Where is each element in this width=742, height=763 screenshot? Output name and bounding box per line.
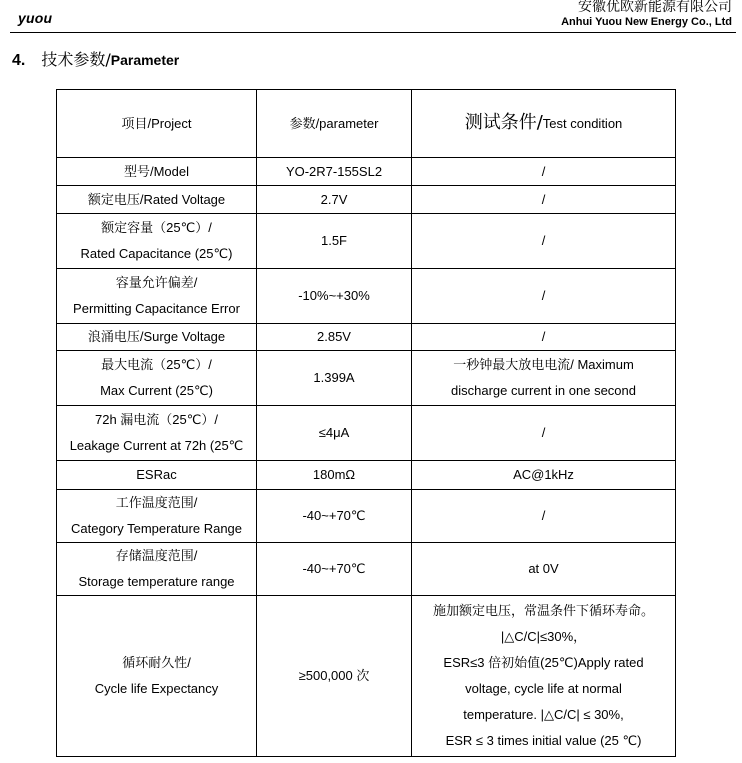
cell-project-line: 72h 漏电流（25℃）/ bbox=[95, 412, 218, 427]
cell-project-line: 循环耐久性/ bbox=[122, 655, 191, 670]
cell-condition-line: 一秒钟最大放电电流/ Maximum bbox=[453, 357, 634, 372]
cell-condition bbox=[412, 490, 676, 543]
cell-value: 2.7V bbox=[257, 186, 412, 214]
cell-project-line: Storage temperature range bbox=[78, 574, 235, 589]
cell-value: ≥500,000 次 bbox=[257, 596, 412, 757]
cell-condition bbox=[412, 158, 676, 186]
cell-project bbox=[57, 324, 257, 351]
company-name-en: Anhui Yuou New Energy Co., Ltd bbox=[561, 16, 732, 28]
section-number: 4. bbox=[12, 52, 26, 69]
cell-condition-line: at 0V bbox=[528, 561, 559, 576]
cell-project bbox=[57, 543, 257, 596]
cell-condition bbox=[412, 461, 676, 490]
section-title-en: Parameter bbox=[110, 52, 180, 68]
cell-condition-line: / bbox=[541, 508, 546, 523]
brand-logo-text: yuou bbox=[18, 10, 53, 26]
cell-project-line: 额定电压/Rated Voltage bbox=[87, 191, 226, 207]
cell-project-line: Category Temperature Range bbox=[70, 521, 243, 536]
cell-condition-line: discharge current in one second bbox=[450, 383, 636, 398]
cell-project bbox=[57, 269, 257, 324]
table-row bbox=[57, 158, 676, 186]
cell-condition bbox=[412, 543, 676, 596]
cell-value: 1.399A bbox=[257, 351, 412, 406]
cell-condition-line: / bbox=[541, 425, 546, 440]
cell-condition-line: ESR≤3 倍初始值(25℃)Apply rated bbox=[443, 655, 644, 670]
section-title bbox=[12, 47, 179, 70]
header-condition-cn: 测试条件/ bbox=[464, 112, 543, 133]
cell-value: 2.85V bbox=[257, 324, 412, 351]
cell-value: 1.5F bbox=[257, 214, 412, 269]
company-name-cn: 安徽优欧新能源有限公司 bbox=[578, 0, 732, 15]
cell-condition bbox=[412, 269, 676, 324]
table-row bbox=[57, 406, 676, 461]
cell-project-line: 浪涌电压/Surge Voltage bbox=[87, 329, 226, 344]
cell-condition-line: / bbox=[541, 329, 546, 344]
table-row bbox=[57, 186, 676, 214]
cell-condition bbox=[412, 406, 676, 461]
cell-condition-line: 施加额定电压，常温条件下循环寿命。 bbox=[432, 603, 654, 618]
cell-project bbox=[57, 186, 257, 214]
cell-project bbox=[57, 158, 257, 186]
cell-condition-line: ESR ≤ 3 times initial value (25 ℃) bbox=[445, 733, 642, 748]
cell-condition-line: / bbox=[541, 163, 546, 179]
cell-project bbox=[57, 214, 257, 269]
cell-project-line: 额定容量（25℃）/ bbox=[101, 220, 212, 235]
cell-condition bbox=[412, 596, 676, 757]
parameter-table bbox=[56, 89, 676, 757]
cell-project-line: 型号/Model bbox=[123, 163, 190, 179]
cell-condition-line: / bbox=[541, 288, 546, 303]
cell-value: 180mΩ bbox=[257, 461, 412, 490]
cell-condition-line: temperature. |△C/C| ≤ 30%, bbox=[463, 707, 624, 722]
cell-project bbox=[57, 406, 257, 461]
cell-condition bbox=[412, 324, 676, 351]
cell-value: YO-2R7-155SL2 bbox=[257, 158, 412, 186]
cell-project bbox=[57, 490, 257, 543]
cell-project-line: Permitting Capacitance Error bbox=[73, 301, 240, 316]
table-row bbox=[57, 324, 676, 351]
cell-condition-line: |△C/C|≤30%， bbox=[500, 629, 587, 644]
header-parameter: 参数/parameter bbox=[257, 90, 412, 158]
table-row bbox=[57, 269, 676, 324]
table-row bbox=[57, 214, 676, 269]
cell-project-line: 存储温度范围/ bbox=[115, 548, 198, 563]
cell-project-line: Cycle life Expectancy bbox=[94, 681, 219, 696]
header-project: 项目/Project bbox=[57, 90, 257, 158]
cell-project-line: ESRac bbox=[136, 467, 177, 482]
cell-project-line: 最大电流（25℃）/ bbox=[101, 357, 212, 372]
table-header-row bbox=[57, 90, 676, 158]
table-row bbox=[57, 596, 676, 757]
cell-project bbox=[57, 461, 257, 490]
cell-project bbox=[57, 596, 257, 757]
cell-condition bbox=[412, 214, 676, 269]
cell-project-line: 容量允许偏差/ bbox=[115, 275, 198, 290]
cell-value: -10%~+30% bbox=[257, 269, 412, 324]
cell-value: ≤4μA bbox=[257, 406, 412, 461]
cell-project bbox=[57, 351, 257, 406]
page-header bbox=[10, 0, 736, 33]
section-title-cn: 技术参数/ bbox=[41, 50, 111, 69]
header-condition bbox=[412, 90, 676, 158]
cell-project-line: Leakage Current at 72h (25℃ bbox=[69, 438, 244, 453]
header-condition-en: Test condition bbox=[542, 116, 623, 131]
cell-condition bbox=[412, 186, 676, 214]
table-row bbox=[57, 543, 676, 596]
cell-condition-line: / bbox=[541, 233, 546, 248]
cell-condition bbox=[412, 351, 676, 406]
cell-project-line: Rated Capacitance (25℃) bbox=[80, 246, 233, 261]
cell-condition-line: AC@1kHz bbox=[513, 467, 574, 482]
cell-project-line: Max Current (25℃) bbox=[100, 383, 213, 398]
cell-condition-line: voltage, cycle life at normal bbox=[465, 681, 622, 696]
cell-value: -40~+70℃ bbox=[257, 543, 412, 596]
cell-condition-line: / bbox=[541, 191, 546, 207]
cell-value: -40~+70℃ bbox=[257, 490, 412, 543]
table-row bbox=[57, 461, 676, 490]
cell-project-line: 工作温度范围/ bbox=[115, 495, 198, 510]
table-row bbox=[57, 351, 676, 406]
table-row bbox=[57, 490, 676, 543]
